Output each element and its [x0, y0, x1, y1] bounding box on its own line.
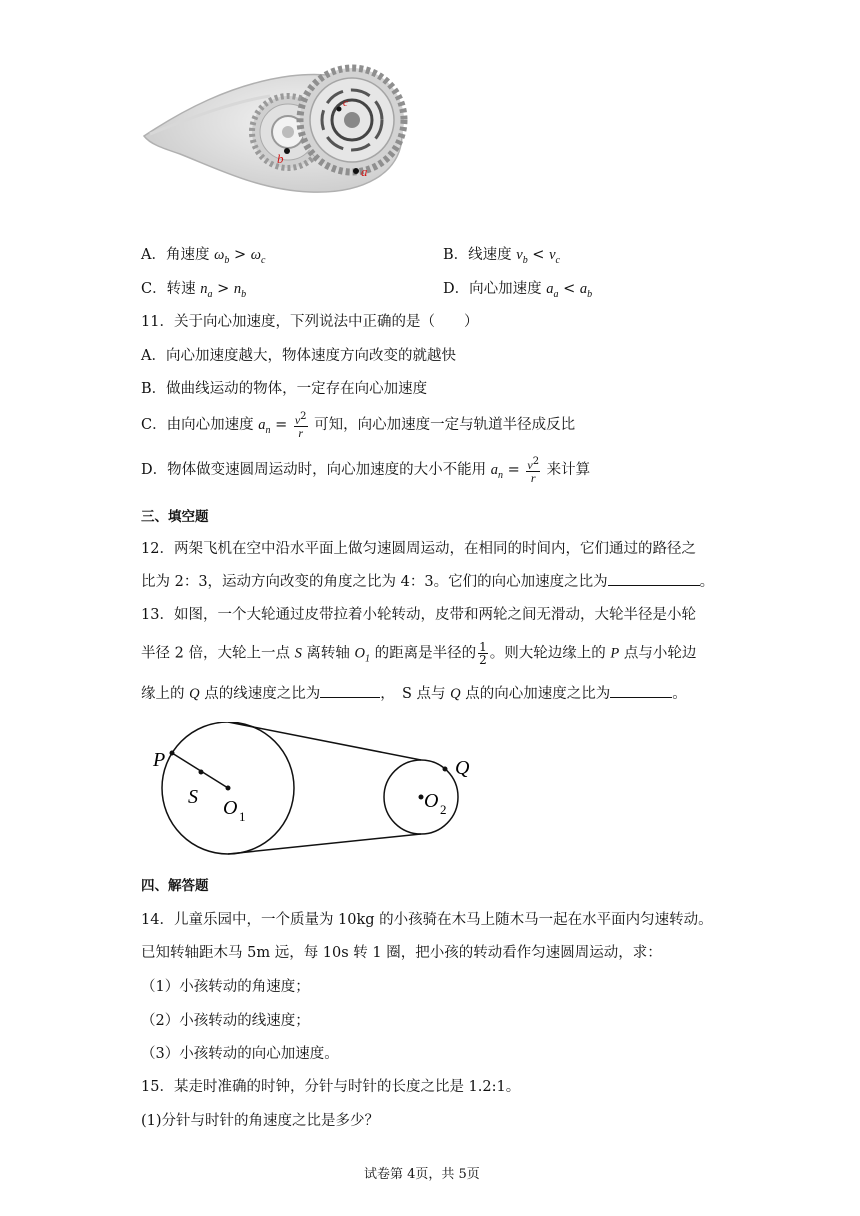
q14-part3: （3）小孩转动的向心加速度。	[141, 1046, 339, 1062]
q12-answer-blank	[608, 573, 700, 586]
q10-option-a: A．角速度 $\omega_b > \omega_c$	[141, 247, 266, 266]
label-s: S	[188, 786, 198, 808]
section-heading-fill-in: 三、填空题	[141, 509, 209, 525]
label-o2-sub: 2	[440, 802, 447, 817]
q14-part1: （1）小孩转动的角速度；	[141, 979, 310, 995]
point-c-dot	[337, 107, 342, 112]
point-b-dot	[284, 148, 290, 154]
label-c: c	[343, 97, 348, 109]
q12-line2: 比为 2：3，运动方向改变的角度之比为 4：3。它们的向心加速度之比为 。	[141, 574, 715, 590]
belt-top	[228, 722, 421, 760]
belt-pulley-figure	[148, 722, 488, 858]
q11-option-b: B．做曲线运动的物体，一定存在向心加速度	[141, 381, 428, 397]
point-a-dot	[353, 168, 359, 174]
q14-line2: 已知转轴距木马 5m 远，每 10s 转 1 圈，把小孩的转动看作匀速圆周运动，求：	[141, 945, 662, 961]
page-footer: 试卷第 4页，共 5页	[364, 1167, 480, 1182]
q11-option-a: A．向心加速度越大，物体速度方向改变的就越快	[141, 348, 456, 364]
point-s-dot	[199, 770, 204, 775]
q11-option-c: C．由向心加速度 $a_n$ = $\frac{v^2}{r}$ 可知，向心加速度一定与轨道半径成反比	[141, 411, 576, 440]
q13-line2: 半径 2 倍，大轮上一点 S 离转轴 $O_1$ 的距离是半径的 $\frac{1}{2}$ 。则大轮边缘上的 P 点与小轮边	[141, 640, 697, 667]
q15-part1: (1)分针与时针的角速度之比是多少？	[141, 1113, 380, 1129]
point-o2-dot	[419, 795, 424, 800]
point-q-dot	[443, 767, 448, 772]
label-a: a	[361, 164, 368, 179]
q10-option-c: C．转速 $n_a > n_b$	[141, 281, 247, 300]
label-o1: O	[223, 797, 238, 819]
q14-line1: 14．儿童乐园中，一个质量为 10kg 的小孩骑在木马上随木马一起在水平面内匀速转动。	[141, 912, 713, 928]
label-q: Q	[455, 757, 470, 779]
belt-bottom	[228, 834, 421, 854]
q10-option-d: D．向心加速度 $a_a < a_b$	[443, 281, 593, 300]
large-gear	[300, 68, 404, 172]
point-o1-dot	[226, 786, 231, 791]
label-o1-sub: 1	[239, 809, 246, 824]
q11-stem: 11．关于向心加速度，下列说法中正确的是（ ）	[141, 314, 479, 330]
q13-line1: 13．如图，一个大轮通过皮带拉着小轮转动，皮带和两轮之间无滑动，大轮半径是小轮	[141, 607, 696, 623]
point-p-dot	[170, 751, 175, 756]
section-heading-answer: 四、解答题	[141, 878, 209, 894]
tape-dispenser-figure	[140, 62, 410, 202]
label-o2: O	[424, 790, 439, 812]
q14-part2: （2）小孩转动的线速度；	[141, 1013, 310, 1029]
q13-line3: 缘上的 Q 点的线速度之比为 ， S 点与 Q 点的向心加速度之比为 。	[141, 686, 687, 702]
q12-line1: 12．两架飞机在空中沿水平面上做匀速圆周运动，在相同的时间内，它们通过的路径之	[141, 541, 696, 557]
label-p: P	[153, 749, 166, 771]
label-b: b	[277, 151, 284, 166]
q11-option-d: D．物体做变速圆周运动时，向心加速度的大小不能用 $a_n$ = $\frac{v^2}{r}$ 来计算	[141, 456, 591, 485]
q13-answer-blank-2	[610, 685, 672, 698]
q13-answer-blank-1	[320, 685, 380, 698]
q15-line1: 15．某走时准确的时钟，分针与时针的长度之比是 1.2:1。	[141, 1079, 521, 1095]
q10-option-b: B．线速度 $v_b < v_c$	[443, 247, 560, 266]
